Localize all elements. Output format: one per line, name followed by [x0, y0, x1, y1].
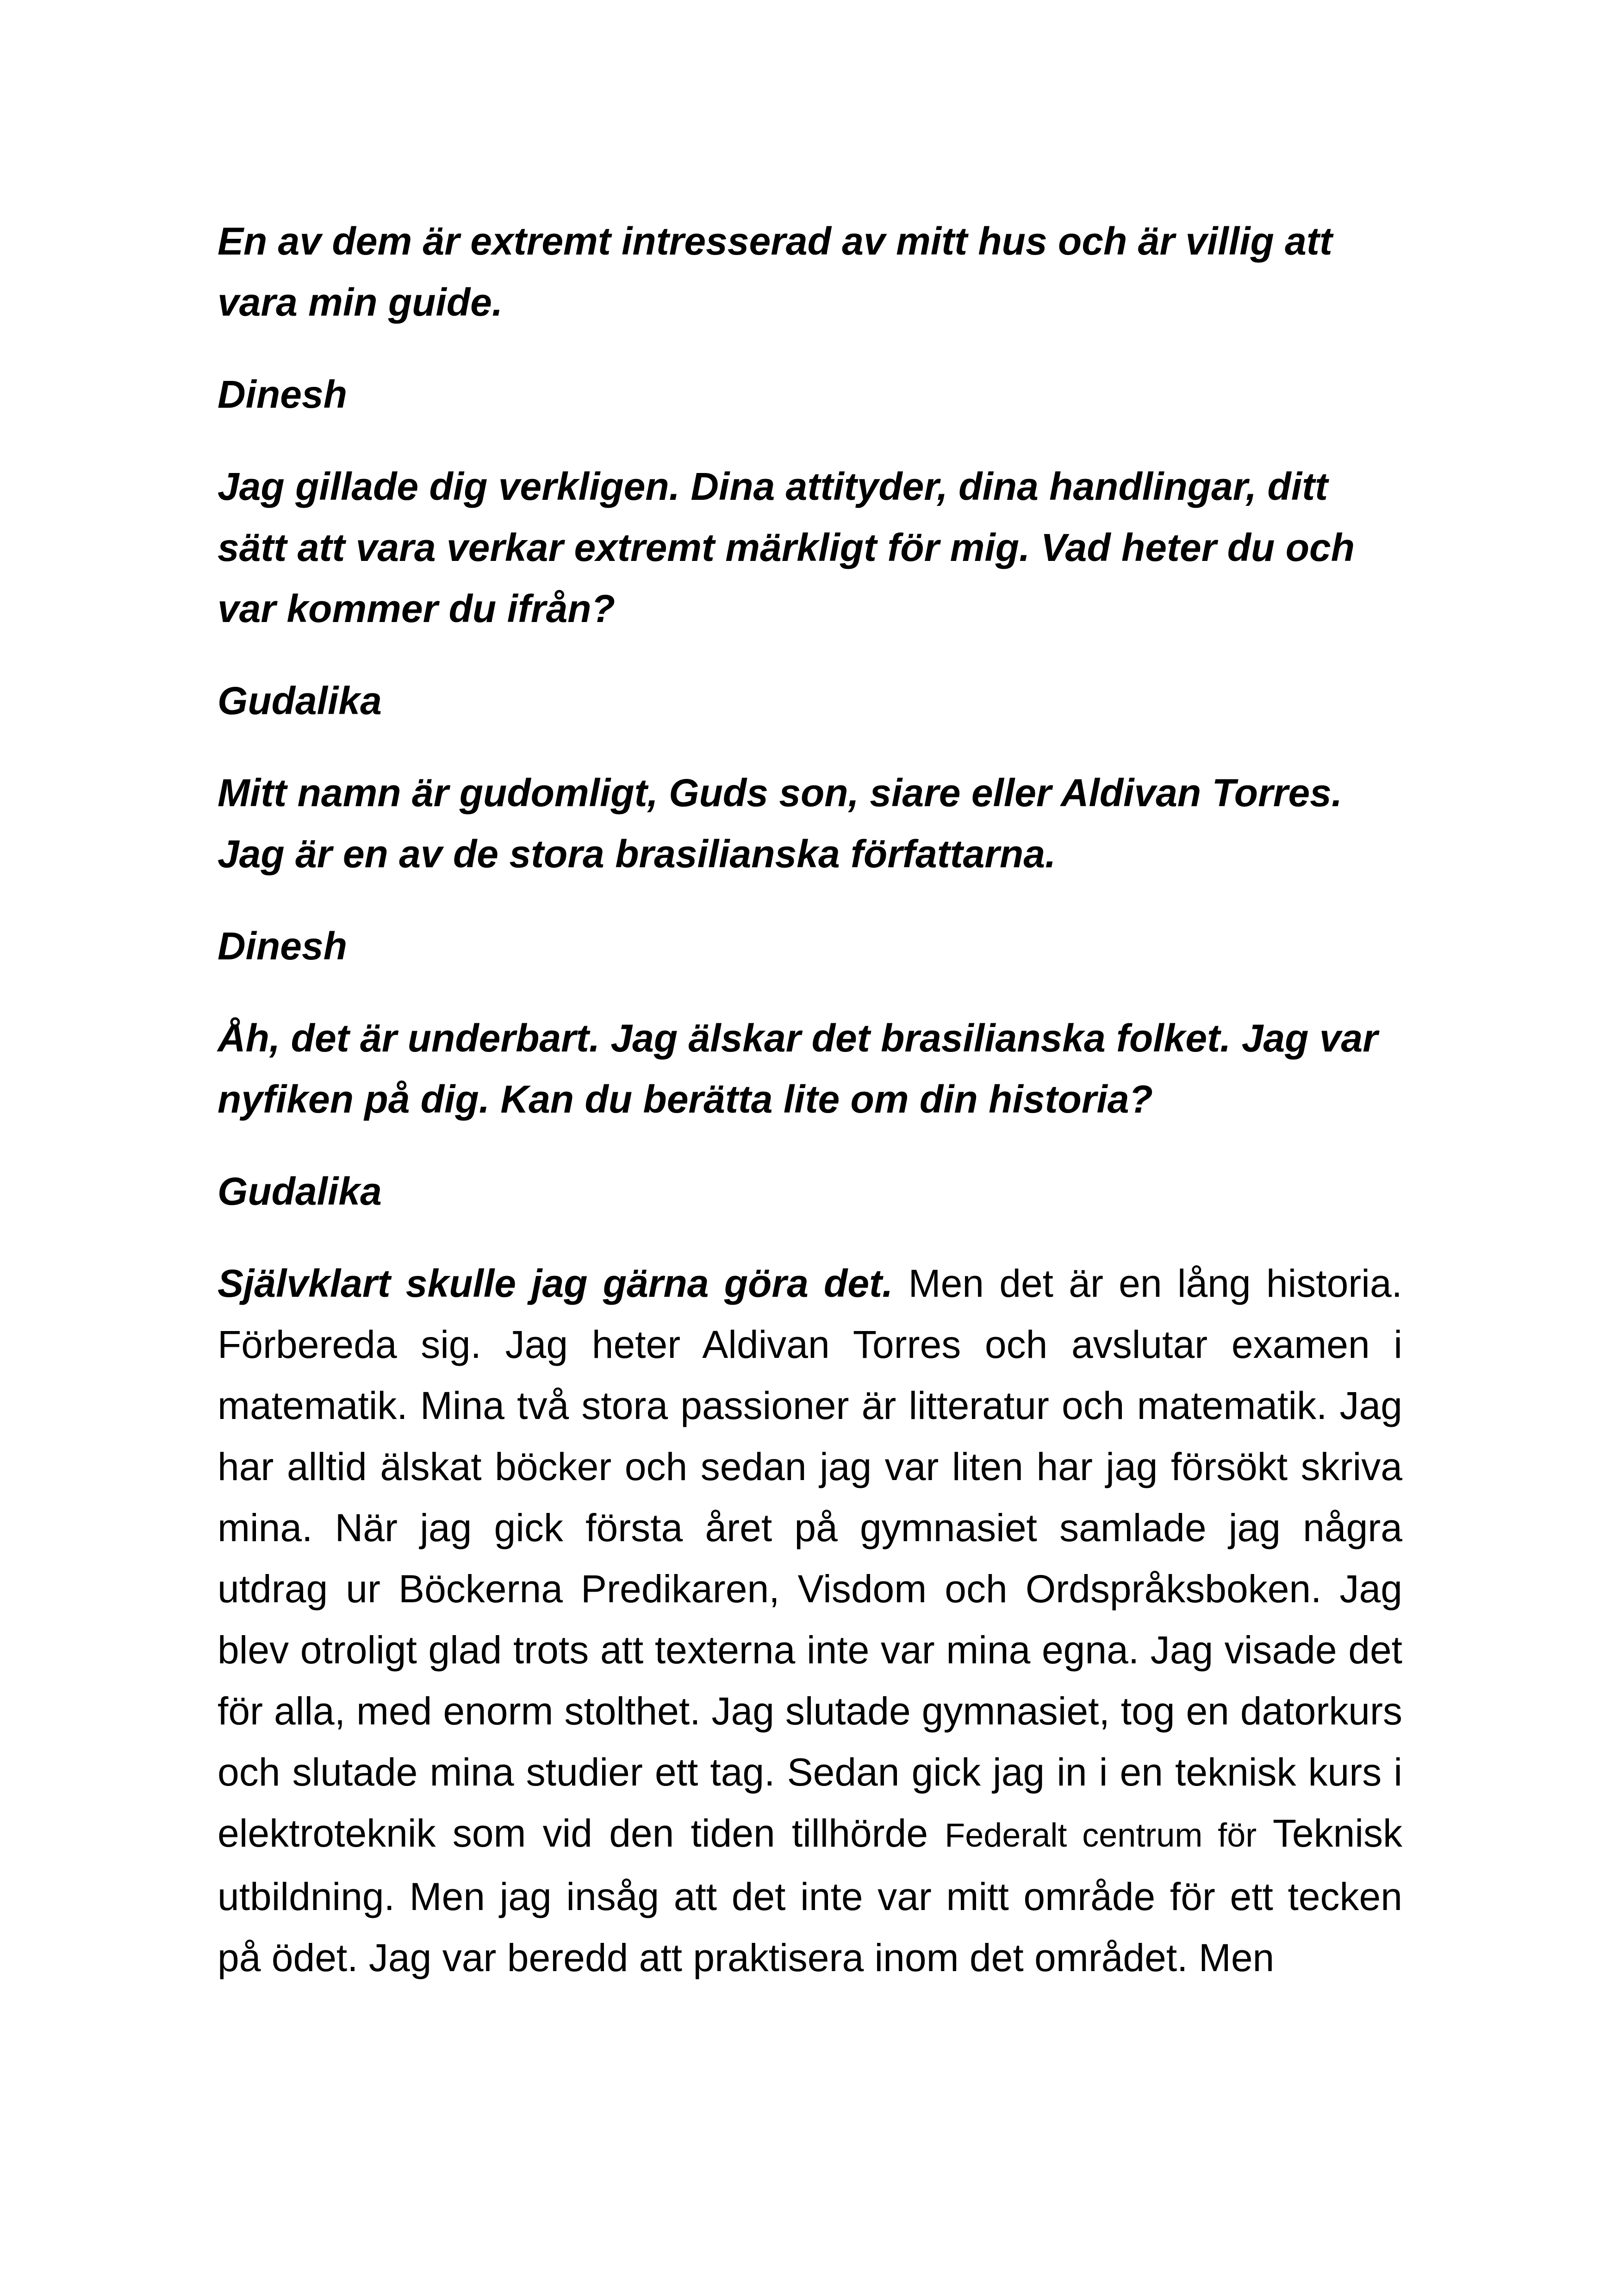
- speaker-name: Dinesh: [218, 924, 348, 968]
- speaker-name: Gudalika: [218, 1170, 382, 1213]
- speaker-name: Dinesh: [218, 373, 348, 416]
- speaker-name: Gudalika: [218, 679, 382, 722]
- narrative-paragraph: [218, 1253, 1402, 1988]
- paragraph-body-part1: Men det är en lång historia. Förbereda sig. Jag heter Aldivan Torres och avslutar examen i matematik. Mina två stora passioner är litteratur och matematik. Jag har alltid älskat böcker och sedan jag var liten har jag försökt skriva mina. När jag gick första året på gymnasiet samlade jag några utdrag ur Böckerna Predikaren, Visdom och Ordspråksboken. Jag blev otroligt glad trots att texterna inte var mina egna. Jag visade det för alla, med enorm stolthet. Jag slutade gymnasiet, tog en datorkurs och slutade mina studier ett tag. Sedan gick jag in i en teknisk kurs i elektroteknik som vid den tiden tillhörde: [218, 1262, 1403, 1855]
- document-page: [218, 211, 1402, 2019]
- dialogue-paragraph: Jag gillade dig verkligen. Dina attityder, dina handlingar, ditt sätt att vara verkar extremt märkligt för mig. Vad heter du och var kommer du ifrån?: [218, 465, 1355, 630]
- dialogue-paragraph: Åh, det är underbart. Jag älskar det brasilianska folket. Jag var nyfiken på dig. Kan du berätta lite om din historia?: [218, 1016, 1378, 1121]
- paragraph-small-text: Federalt centrum för: [945, 1817, 1257, 1854]
- paragraph-lead: Självklart skulle jag gärna göra det.: [218, 1262, 893, 1305]
- paragraph-body-part2: Teknisk utbildning. Men jag insåg att det inte var mitt område för ett tecken på ödet. Jag var beredd att praktisera inom det området. Men: [218, 1811, 1403, 1979]
- dialogue-paragraph: En av dem är extremt intresserad av mitt hus och är villig att vara min guide.: [218, 219, 1332, 324]
- dialogue-paragraph: Mitt namn är gudomligt, Guds son, siare eller Aldivan Torres. Jag är en av de stora brasilianska författarna.: [218, 771, 1343, 876]
